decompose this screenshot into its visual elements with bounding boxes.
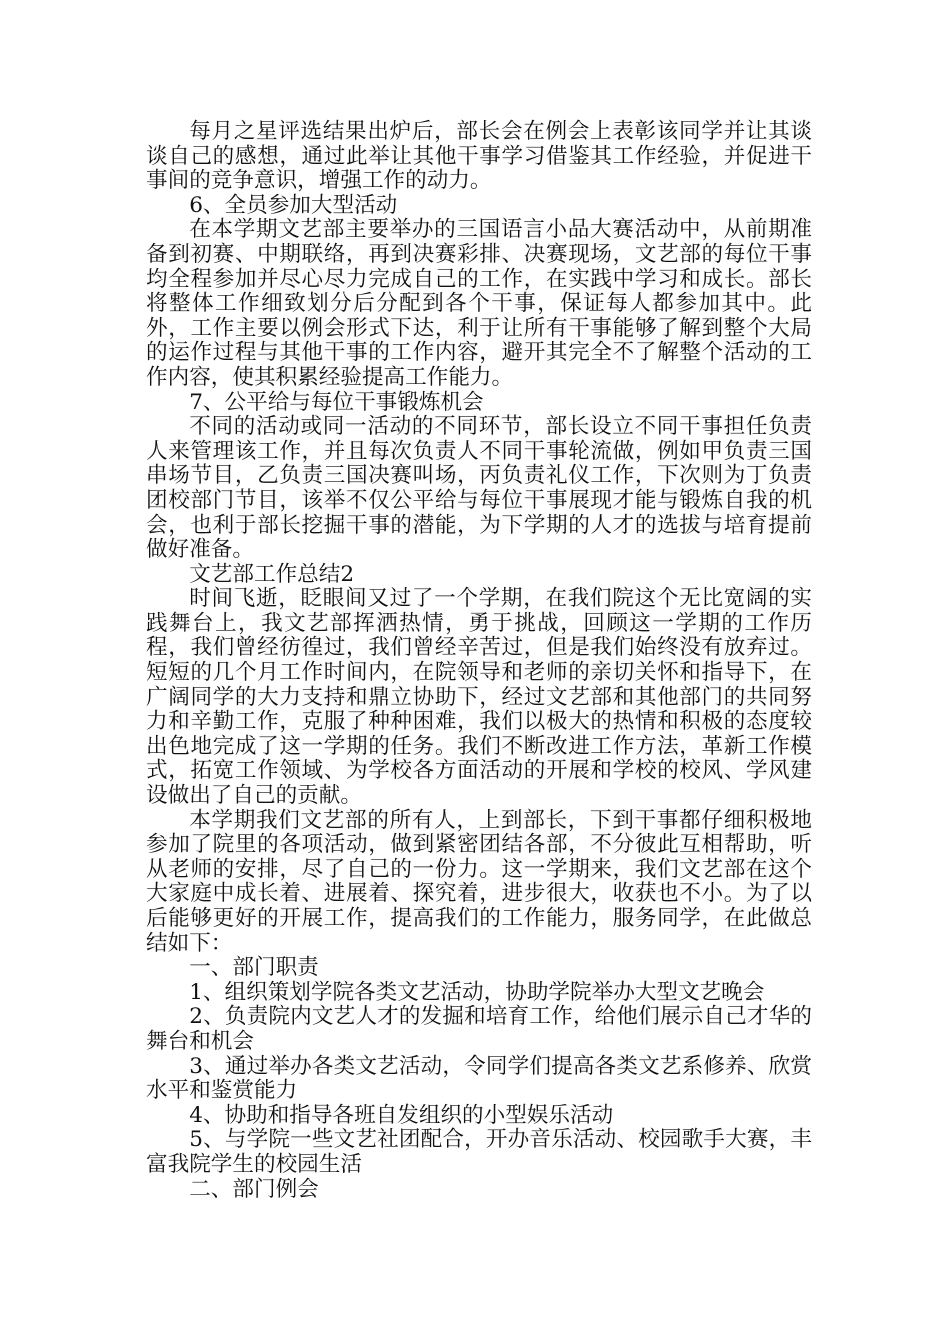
duty-item-2: 2、负责院内文艺人才的发掘和培育工作，给他们展示自己才华的舞台和机会 — [146, 1004, 812, 1054]
paragraph-full-participation: 在本学期文艺部主要举办的三国语言小品大赛活动中，从前期准备到初赛、中期联络，再到决赛彩排、决赛现场，文艺部的每位干事均全程参加并尽心尽力完成自己的工作，在实践中学习和成长。部长将整体工作细致划分后分配到各个干事，保证每人都参加其中。此外，工作主要以例会形式下达，利于让所有干事能够了解到整个大局的运作过程与其他干事的工作内容，避开其完全不了解整个活动的工作内容，使其积累经验提高工作能力。 — [146, 217, 812, 390]
duty-item-3: 3、通过举办各类文艺活动，令同学们提高各类文艺系修养、欣赏水平和鉴赏能力 — [146, 1053, 812, 1104]
duty-item-1: 1、组织策划学院各类文艺活动，协助学院举办大型文艺晚会 — [189, 979, 765, 1005]
heading-item-6: 6、全员参加大型活动 — [189, 192, 398, 218]
paragraph-star-review: 每月之星评选结果出炉后，部长会在例会上表彰该同学并让其谈谈自己的感想，通过此举让其他干事学习借鉴其工作经验，并促进干事间的竞争意识，增强工作的动力。 — [146, 119, 812, 194]
document-body — [146, 120, 812, 1202]
duty-item-5: 5、与学院一些文艺社团配合，开办音乐活动、校园歌手大赛，丰富我院学生的校园生活 — [146, 1127, 812, 1177]
paragraph-fair-opportunity: 不同的活动或同一活动的不同环节，部长设立不同干事担任负责人来管理该工作，并且每次负责人不同干事轮流做，例如甲负责三国串场节目，乙负责三国决赛叫场，丙负责礼仪工作，下次则为丁负责团校部门节目，该举不仅公平给与每位干事展现才能与锻炼自我的机会，也利于部长挖掘干事的潜能，为下学期的人才的选拔与培育提前做好准备。 — [146, 414, 812, 563]
heading-department-meetings: 二、部门例会 — [189, 1176, 319, 1202]
heading-department-duties: 一、部门职责 — [189, 955, 319, 981]
duty-item-4: 4、协助和指导各班自发组织的小型娱乐活动 — [189, 1102, 614, 1128]
section-title-summary-2: 文艺部工作总结2 — [189, 561, 355, 587]
paragraph-semester-review: 时间飞逝，眨眼间又过了一个学期，在我们院这个无比宽阔的实践舞台上，我文艺部挥洒热情，勇于挑战，回顾这一学期的工作历程，我们曾经彷徨过，我们曾经辛苦过，但是我们始终没有放弃过。短短的几个月工作时间内，在院领导和老师的亲切关怀和指导下，在广阔同学的大力支持和鼎立协助下，经过文艺部和其他部门的共同努力和辛勤工作，克服了种种困难，我们以极大的热情和积极的态度较出色地完成了这一学期的任务。我们不断改进工作方法，革新工作模式，拓宽工作领域、为学校各方面活动的开展和学校的校风、学风建设做出了自己的贡献。 — [146, 586, 812, 809]
paragraph-team-participation: 本学期我们文艺部的所有人，上到部长，下到干事都仔细积极地参加了院里的各项活动，做到紧密团结各部，不分彼此互相帮助，听从老师的安排，尽了自己的一份力。这一学期来，我们文艺部在这个大家庭中成长着、进展着、探究着，进步很大，收获也不小。为了以后能够更好的开展工作，提高我们的工作能力，服务同学，在此做总结如下： — [146, 807, 812, 956]
heading-item-7: 7、公平给与每位干事锻炼机会 — [189, 389, 484, 415]
